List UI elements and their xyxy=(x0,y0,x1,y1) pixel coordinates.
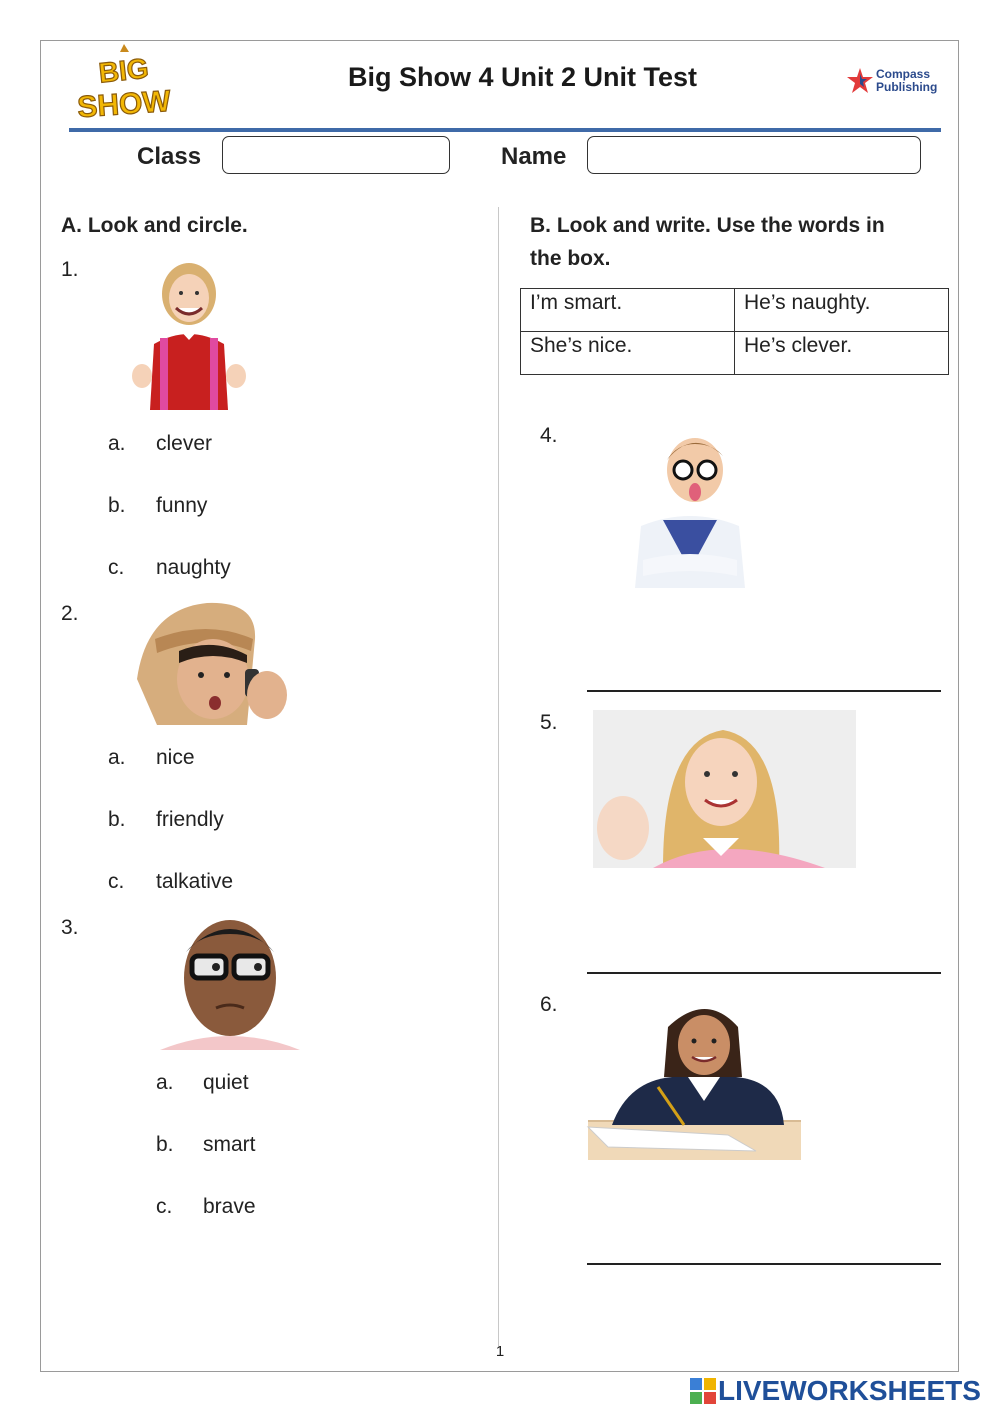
boy-on-phone-photo xyxy=(127,599,292,725)
liveworksheets-brand xyxy=(690,1374,990,1408)
boy-tongue-out-photo xyxy=(633,430,747,588)
question-3-number: 3. xyxy=(61,916,79,939)
class-input[interactable] xyxy=(222,136,450,174)
star-icon xyxy=(846,66,874,96)
big-show-logo xyxy=(76,44,172,125)
q3-option-c[interactable]: brave xyxy=(203,1195,256,1218)
column-divider xyxy=(498,207,499,1347)
q1-option-c-letter: c. xyxy=(108,556,125,579)
word-box-row xyxy=(521,332,949,375)
word-box-cell: She’s nice. xyxy=(521,332,735,375)
publisher-line2: Publishing xyxy=(876,80,938,94)
liveworksheets-wordmark: LIVEWORKSHEETS xyxy=(718,1375,981,1406)
q3-option-b-letter: b. xyxy=(156,1133,174,1156)
q2-option-b[interactable]: friendly xyxy=(156,808,224,831)
q1-option-b[interactable]: funny xyxy=(156,494,208,517)
girl-with-backpack-photo xyxy=(132,258,246,410)
class-label: Class xyxy=(137,143,202,170)
word-box-cell: He’s naughty. xyxy=(735,289,949,332)
question-2-number: 2. xyxy=(61,602,79,625)
girl-waving-photo xyxy=(593,710,856,868)
answer-line-4[interactable] xyxy=(587,690,941,692)
liveworksheets-icon xyxy=(690,1378,716,1406)
svg-text:BIG: BIG xyxy=(97,52,151,89)
word-box-cell: He’s clever. xyxy=(735,332,949,375)
name-label: Name xyxy=(501,143,567,170)
answer-line-6[interactable] xyxy=(587,1263,941,1265)
section-a-heading: A. Look and circle. xyxy=(61,214,248,237)
q2-option-c[interactable]: talkative xyxy=(156,870,234,893)
q3-option-c-letter: c. xyxy=(156,1195,173,1218)
svg-text:SHOW: SHOW xyxy=(76,84,172,125)
question-5-number: 5. xyxy=(540,711,558,734)
boy-with-glasses-photo xyxy=(160,912,300,1050)
q3-option-a-letter: a. xyxy=(156,1071,174,1094)
answer-line-5[interactable] xyxy=(587,972,941,974)
girl-writing-photo xyxy=(588,997,801,1160)
word-box-cell: I’m smart. xyxy=(521,289,735,332)
q2-option-a[interactable]: nice xyxy=(156,746,195,769)
q1-option-a-letter: a. xyxy=(108,432,126,455)
publisher-line1: Compass xyxy=(876,67,931,81)
q2-option-b-letter: b. xyxy=(108,808,126,831)
header-rule xyxy=(69,128,941,132)
q2-option-a-letter: a. xyxy=(108,746,126,769)
word-box-row xyxy=(521,289,949,332)
q1-option-c[interactable]: naughty xyxy=(156,556,231,579)
q3-option-a[interactable]: quiet xyxy=(203,1071,249,1094)
page-title: Big Show 4 Unit 2 Unit Test xyxy=(347,62,697,92)
section-b-heading-line1: B. Look and write. Use the words in xyxy=(530,214,885,237)
question-6-number: 6. xyxy=(540,993,558,1016)
q1-option-a[interactable]: clever xyxy=(156,432,213,455)
name-input[interactable] xyxy=(587,136,921,174)
q1-option-b-letter: b. xyxy=(108,494,126,517)
compass-publishing-logo xyxy=(846,66,936,100)
section-b-heading-line2: the box. xyxy=(530,247,611,270)
word-box xyxy=(520,288,949,375)
page-number: 1 xyxy=(495,1343,505,1360)
section-b-heading xyxy=(530,209,950,275)
q2-option-c-letter: c. xyxy=(108,870,125,893)
q3-option-b[interactable]: smart xyxy=(203,1133,256,1156)
question-4-number: 4. xyxy=(540,424,558,447)
question-1-number: 1. xyxy=(61,258,79,281)
